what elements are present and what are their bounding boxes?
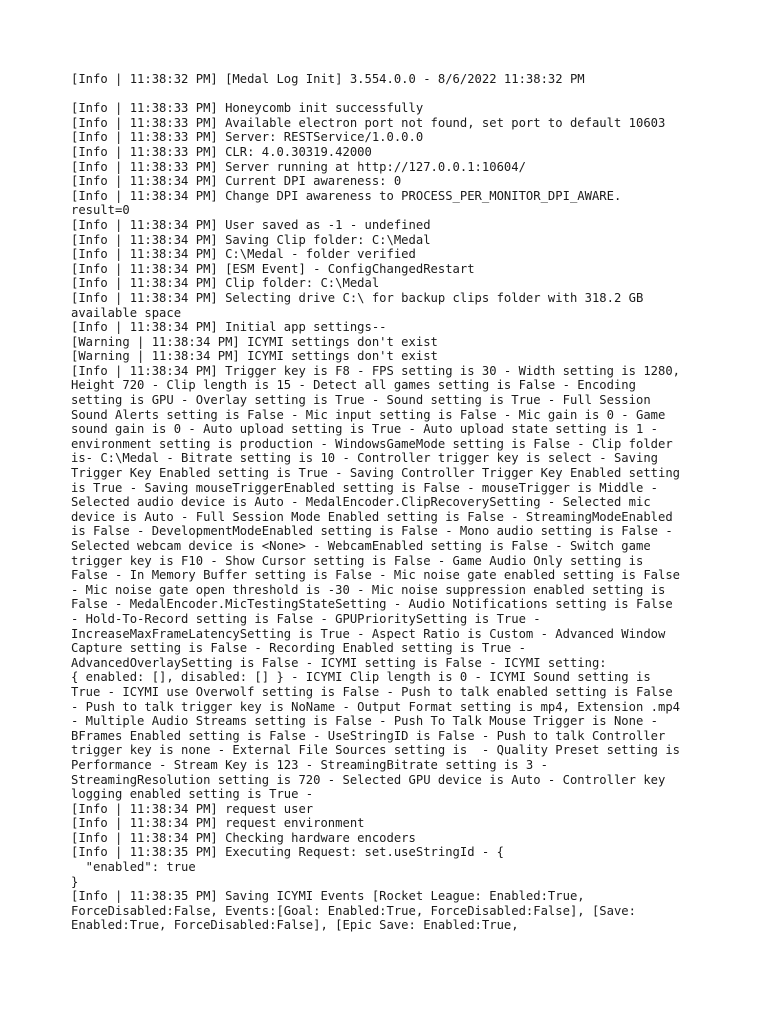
- log-line: [Info | 11:38:33 PM] Available electron port not found, set port to default 10603: [71, 115, 666, 130]
- log-line: result=0: [71, 203, 130, 218]
- log-line: is False - DevelopmentModeEnabled setting is False - Mono audio setting is False -: [71, 524, 673, 539]
- log-line: [Info | 11:38:35 PM] Executing Request: set.useStringId - {: [71, 845, 504, 860]
- log-line: Sound Alerts setting is False - Mic input setting is False - Mic gain is 0 - Game: [71, 407, 666, 422]
- log-line: available space: [71, 305, 182, 320]
- log-line: sound gain is 0 - Auto upload setting is True - Auto upload state setting is 1 -: [71, 422, 658, 437]
- log-line: Selected webcam device is <None> - WebcamEnabled setting is False - Switch game: [71, 539, 651, 553]
- log-line: [Info | 11:38:34 PM] Change DPI awareness to PROCESS_PER_MONITOR_DPI_AWARE.: [71, 188, 622, 203]
- log-line: }: [71, 874, 79, 889]
- log-line: Trigger Key Enabled setting is True - Saving Controller Trigger Key Enabled setting: [71, 466, 681, 481]
- log-line: IncreaseMaxFrameLatencySetting is True - Aspect Ratio is Custom - Advanced Window: [71, 626, 666, 641]
- log-line: [Info | 11:38:34 PM] Clip folder: C:\Medal: [71, 276, 380, 291]
- log-line: is- C:\Medal - Bitrate setting is 10 - Controller trigger key is select - Saving: [71, 451, 658, 466]
- log-line: environment setting is production - WindowsGameMode setting is False - Clip folder: [71, 436, 673, 451]
- log-line: [Info | 11:38:34 PM] request environment: [71, 816, 365, 831]
- blank-line: [71, 87, 711, 102]
- log-line: [Info | 11:38:33 PM] CLR: 4.0.30319.42000: [71, 144, 372, 159]
- log-line: [Info | 11:38:34 PM] Selecting drive C:\ for backup clips folder with 318.2 GB: [71, 290, 644, 305]
- log-line: [Info | 11:38:34 PM] Current DPI awareness: 0: [71, 174, 402, 189]
- log-line: False - MedalEncoder.MicTestingStateSetting - Audio Notifications setting is False: [71, 597, 673, 612]
- log-line: [Info | 11:38:33 PM] Server: RESTService/1.0.0.0: [71, 130, 424, 145]
- log-line: Capture setting is False - Recording Enabled setting is True -: [71, 641, 526, 656]
- log-line: Selected audio device is Auto - MedalEncoder.ClipRecoverySetting - Selected mic: [71, 495, 651, 510]
- log-line: [Info | 11:38:34 PM] [ESM Event] - ConfigChangedRestart: [71, 261, 475, 276]
- log-line: setting is GPU - Overlay setting is True - Sound setting is True - Full Session: [71, 393, 651, 408]
- log-line: [Info | 11:38:34 PM] Trigger key is F8 - FPS setting is 30 - Width setting is 1280,: [71, 363, 681, 378]
- log-line: [Info | 11:38:32 PM] [Medal Log Init] 3.554.0.0 - 8/6/2022 11:38:32 PM: [71, 72, 585, 86]
- log-line: [Warning | 11:38:34 PM] ICYMI settings don't exist: [71, 334, 438, 349]
- log-line: [Info | 11:38:34 PM] request user: [71, 801, 314, 816]
- log-line: True - ICYMI use Overwolf setting is False - Push to talk enabled setting is False: [71, 684, 673, 699]
- log-line: device is Auto - Full Session Mode Enabled setting is False - StreamingModeEnabled: [71, 509, 673, 524]
- log-line: [Info | 11:38:34 PM] Checking hardware encoders: [71, 830, 416, 845]
- log-text-block: [71, 72, 711, 933]
- log-line: trigger key is F10 - Show Cursor setting is False - Game Audio Only setting is: [71, 553, 644, 568]
- log-line: [Info | 11:38:34 PM] Initial app settings--: [71, 320, 387, 335]
- log-line: - Multiple Audio Streams setting is False - Push To Talk Mouse Trigger is None -: [71, 714, 658, 729]
- log-line: - Hold-To-Record setting is False - GPUPrioritySetting is True -: [71, 611, 541, 626]
- log-line: [Info | 11:38:35 PM] Saving ICYMI Events [Rocket League: Enabled:True,: [71, 889, 585, 904]
- log-line: [Info | 11:38:34 PM] User saved as -1 - undefined: [71, 217, 431, 232]
- log-line: StreamingResolution setting is 720 - Selected GPU device is Auto - Controller key: [71, 772, 666, 787]
- log-line: trigger key is none - External File Sources setting is - Quality Preset setting is: [71, 743, 681, 758]
- log-line: [Info | 11:38:34 PM] Saving Clip folder: C:\Medal: [71, 232, 431, 247]
- log-line: [Info | 11:38:33 PM] Honeycomb init successfully: [71, 101, 424, 116]
- log-line: [Info | 11:38:33 PM] Server running at http://127.0.0.1:10604/: [71, 159, 526, 174]
- log-line: "enabled": true: [71, 860, 196, 875]
- log-line: Enabled:True, ForceDisabled:False], [Epic Save: Enabled:True,: [71, 918, 519, 933]
- log-line: - Mic noise gate open threshold is -30 - Mic noise suppression enabled setting is: [71, 582, 666, 597]
- log-line: [Warning | 11:38:34 PM] ICYMI settings don't exist: [71, 349, 438, 364]
- log-line: Performance - Stream Key is 123 - StreamingBitrate setting is 3 -: [71, 757, 548, 772]
- log-line: { enabled: [], disabled: [] } - ICYMI Clip length is 0 - ICYMI Sound setting is: [71, 670, 651, 685]
- log-line: False - In Memory Buffer setting is False - Mic noise gate enabled setting is False: [71, 568, 681, 583]
- log-line: AdvancedOverlaySetting is False - ICYMI setting is False - ICYMI setting:: [71, 655, 607, 670]
- log-line: - Push to talk trigger key is NoName - Output Format setting is mp4, Extension .mp4: [71, 699, 681, 714]
- log-line: [Info | 11:38:34 PM] C:\Medal - folder verified: [71, 247, 416, 262]
- log-line: logging enabled setting is True -: [71, 787, 314, 802]
- log-line: Height 720 - Clip length is 15 - Detect all games setting is False - Encoding: [71, 378, 636, 393]
- log-line: is True - Saving mouseTriggerEnabled setting is False - mouseTrigger is Middle -: [71, 480, 658, 495]
- log-line: ForceDisabled:False, Events:[Goal: Enabled:True, ForceDisabled:False], [Save:: [71, 903, 636, 918]
- log-line: BFrames Enabled setting is False - UseStringID is False - Push to talk Controller: [71, 728, 666, 743]
